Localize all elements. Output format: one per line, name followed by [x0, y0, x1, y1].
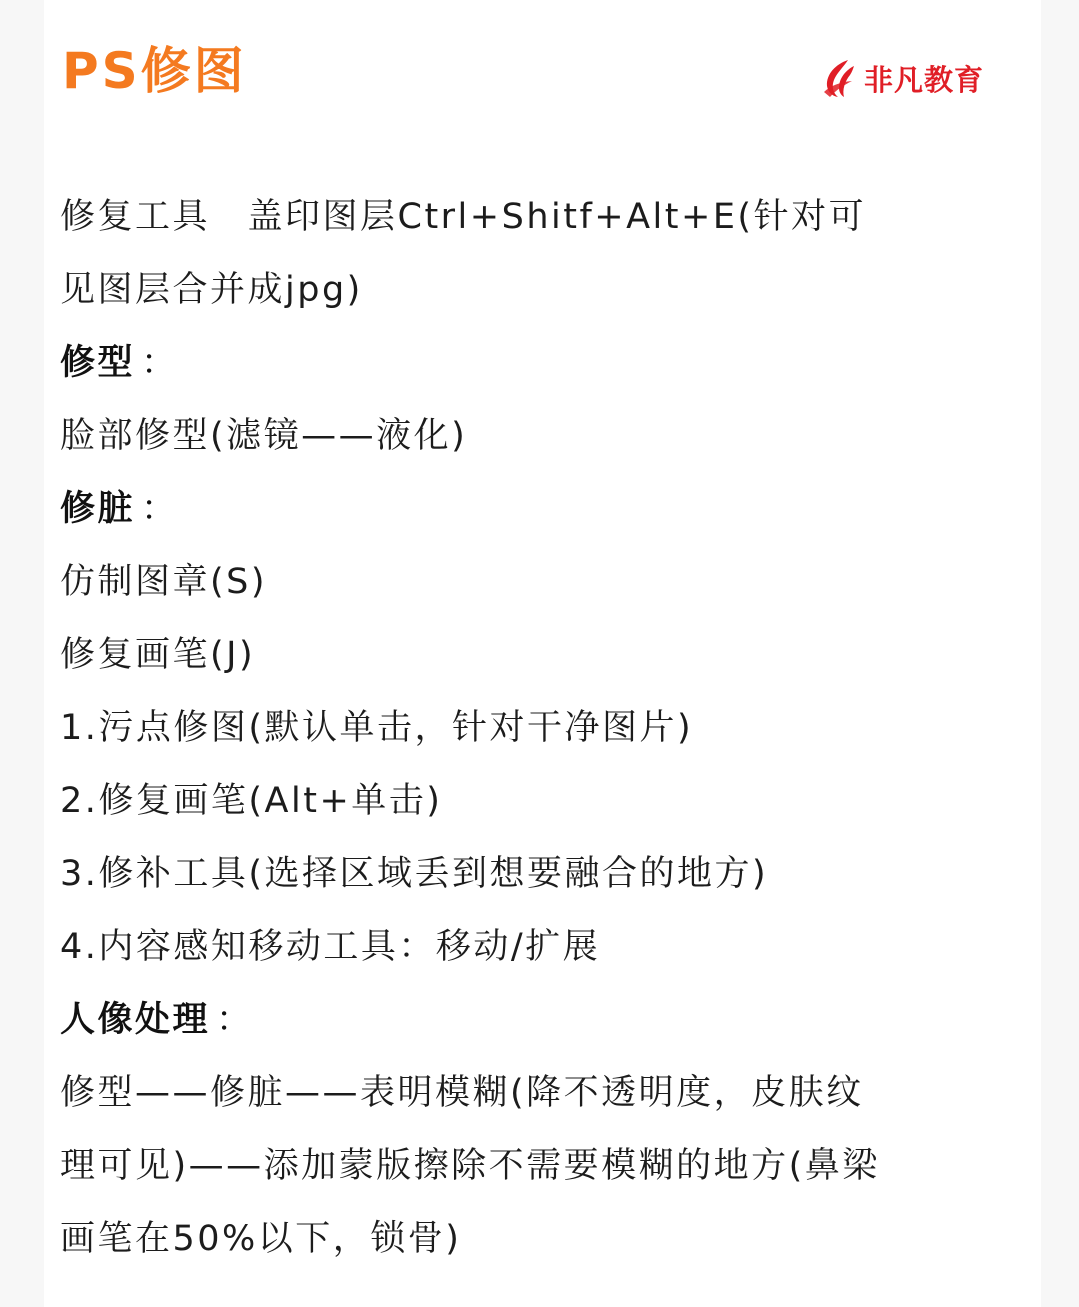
- section-heading-renxiang: [60, 984, 1030, 1057]
- heading-colon: ：: [141, 489, 179, 529]
- text-line: 脸部修型(滤镜——液化): [60, 416, 468, 456]
- flame-leaf-icon: [818, 56, 862, 100]
- heading-colon: ：: [141, 343, 179, 383]
- article-body: [60, 181, 1030, 1276]
- heading-colon: ：: [216, 1000, 254, 1040]
- text-line: 修复画笔(J): [60, 635, 256, 675]
- list-item: 1.污点修图(默认单击，针对干净图片): [60, 708, 694, 748]
- page-title: PS修图: [62, 42, 247, 100]
- right-margin-shade: [1041, 0, 1079, 1307]
- section-heading-xiuxing: [60, 327, 1030, 400]
- left-margin-shade: [0, 0, 44, 1307]
- section-heading-xiuzang: [60, 473, 1030, 546]
- heading-text: 人像处理: [60, 1000, 211, 1040]
- text-line: 修复工具 盖印图层Ctrl+Shitf+Alt+E(针对可: [60, 197, 867, 237]
- list-item: 3.修补工具(选择区域丢到想要融合的地方): [60, 854, 769, 894]
- brand-logo: [818, 56, 984, 100]
- list-item: 4.内容感知移动工具：移动/扩展: [60, 927, 601, 967]
- heading-text: 修脏: [60, 489, 136, 529]
- list-item: 2.修复画笔(Alt+单击): [60, 781, 443, 821]
- header: [0, 0, 1079, 150]
- text-line: 修型——修脏——表明模糊(降不透明度，皮肤纹: [60, 1073, 864, 1113]
- logo-text: 非凡教育: [864, 62, 985, 97]
- text-line: 画笔在50%以下，锁骨): [60, 1219, 462, 1259]
- text-line: 见图层合并成jpg): [60, 270, 363, 310]
- text-line: 理可见)——添加蒙版擦除不需要模糊的地方(鼻梁: [60, 1146, 880, 1186]
- text-line: 仿制图章(S): [60, 562, 268, 602]
- heading-text: 修型: [60, 343, 136, 383]
